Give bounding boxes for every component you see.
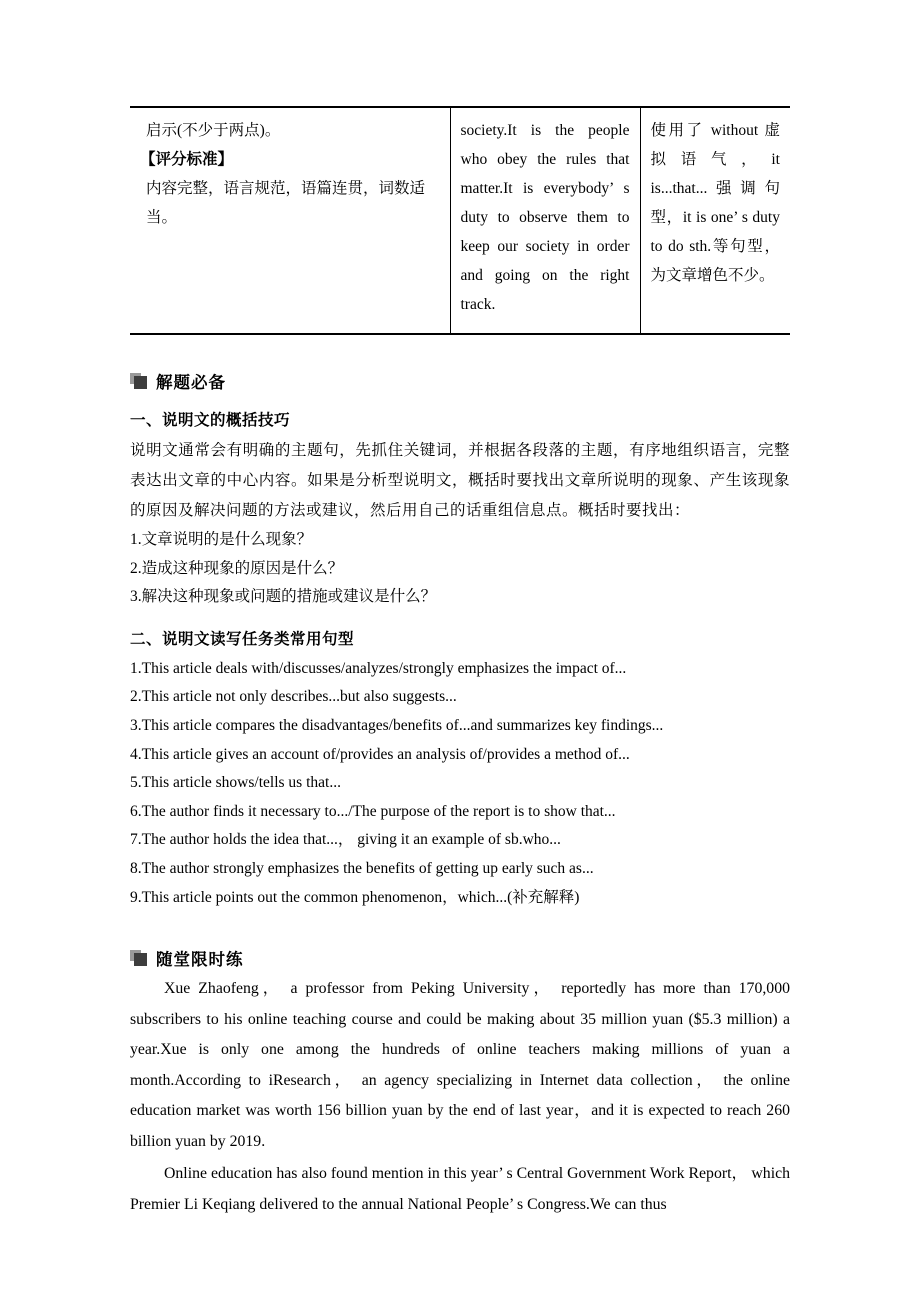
section-title: 解题必备 — [156, 374, 226, 392]
subsection-title-2: 二、说明文读写任务类常用句型 — [130, 630, 355, 648]
section-title: 随堂限时练 — [156, 951, 244, 970]
subsection-title-1: 一、说明文的概括技巧 — [130, 412, 291, 429]
summary-technique-paragraph: 说明文通常会有明确的主题句，先抓住关键词，并根据各段落的主题，有序地组织语言，完整表达出文章的中心内容。如果是分析型说明文，概括时要找出文章所说明的现象、产生该现象的原因及解决问题的方法或建议，然后用自己的话重组信息点。概括时要找出： — [130, 442, 790, 519]
comment-text: 使用了 without 虚拟语气，it is...that...强调句型，it is one’ s duty to do sth.等句型，为文章增色不少。 — [650, 122, 780, 284]
sentence-pattern-item: 9.This article points out the common phenomenon，which...(补充解释) — [130, 888, 580, 906]
sentence-pattern-item: 1.This article deals with/discusses/analyzes/strongly emphasizes the impact of... — [130, 659, 627, 677]
sentence-pattern-item: 2.This article not only describes...but also suggests... — [130, 688, 457, 706]
criteria-line-1: 启示(不少于两点)。 — [146, 122, 281, 139]
table-cell-sample-text — [450, 107, 640, 334]
reading-paragraph-1: Xue Zhaofeng， a professor from Peking University， reportedly has more than 170,000 subscribers to his online teaching course and could be making about 35 million yuan ($5.3 million) a year.Xue is only one among the hundreds of online teachers making millions of yuan a month.According to iResearch， an agency specializing in Internet data collection， the online education market was worth 156 billion yuan by the end of last year，and it is expected to reach 260 billion yuan by 2019. — [130, 980, 790, 1150]
scoring-table — [130, 106, 790, 335]
criteria-line-2: 【评分标准】 — [140, 151, 234, 168]
sentence-pattern-item: 6.The author finds it necessary to.../The purpose of the report is to show that... — [130, 802, 616, 820]
table-cell-criteria — [130, 107, 450, 334]
sentence-pattern-item: 5.This article shows/tells us that... — [130, 774, 341, 792]
sample-text: society.It is the people who obey the rules that matter.It is everybody’ s duty to observe them to keep our society in order and going on the right track. — [460, 122, 630, 313]
sentence-pattern-item: 3.This article compares the disadvantages/benefits of...and summarizes key findings... — [130, 716, 664, 734]
table-cell-comment — [640, 107, 790, 334]
list-item: 1.文章说明的是什么现象？ — [130, 531, 313, 548]
reading-paragraph-2: Online education has also found mention in this year’ s Central Government Work Report， which Premier Li Keqiang delivered to the annual National People’ s Congress.We can thus — [130, 1165, 790, 1213]
criteria-line-3: 内容完整，语言规范，语篇连贯，词数适当。 — [146, 180, 426, 226]
sentence-pattern-item: 8.The author strongly emphasizes the benefits of getting up early such as... — [130, 859, 594, 877]
sentence-pattern-item: 7.The author holds the idea that...， giving it an example of sb.who... — [130, 831, 561, 849]
list-item: 3.解决这种现象或问题的措施或建议是什么？ — [130, 588, 437, 606]
section-square-icon — [130, 373, 147, 389]
section-header-jieti — [130, 369, 790, 393]
list-item: 2.造成这种现象的原因是什么？ — [130, 559, 344, 577]
section-header-suitang — [130, 946, 790, 970]
section-square-icon — [130, 950, 147, 966]
sentence-pattern-item: 4.This article gives an account of/provides an analysis of/provides a method of... — [130, 745, 630, 763]
table-row — [130, 107, 790, 334]
